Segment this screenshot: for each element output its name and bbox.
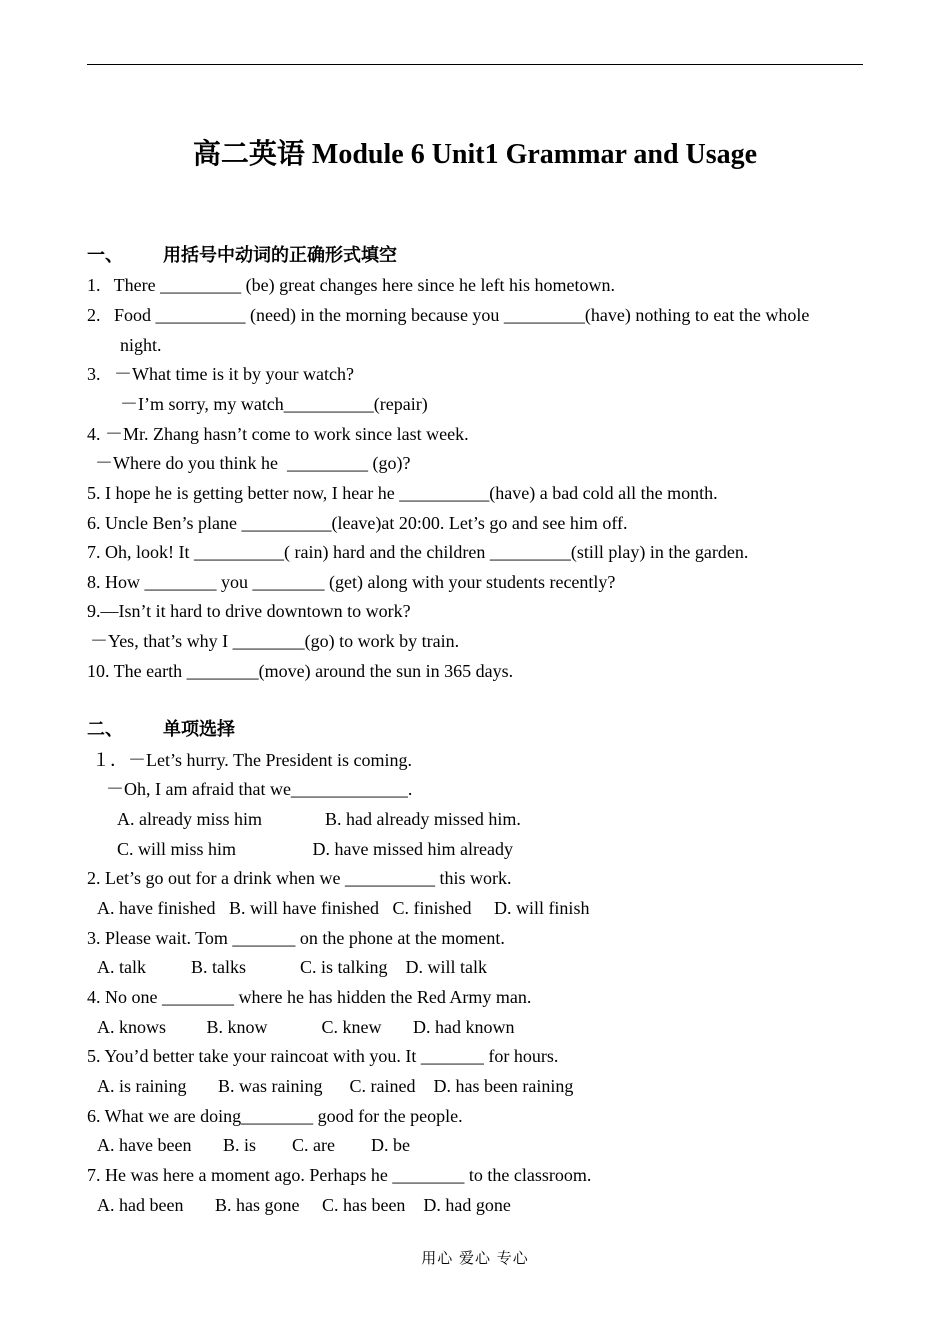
s1-line: －Yes, that’s why I ________(go) to work by train. bbox=[90, 631, 460, 651]
header-rule bbox=[87, 64, 863, 65]
s2-line: １．－Let’s hurry. The President is coming. bbox=[92, 750, 412, 770]
s1-line: 1. There _________ (be) great changes here since he left his hometown. bbox=[87, 275, 615, 295]
s1-line: 2. Food __________ (need) in the morning because you _________(have) nothing to eat the whole bbox=[87, 305, 810, 325]
s1-line: －I’m sorry, my watch__________(repair) bbox=[120, 394, 428, 414]
section-2-number: 二、 bbox=[87, 719, 123, 740]
section-1-heading bbox=[87, 245, 397, 267]
s1-line: 8. How ________ you ________ (get) along with your students recently? bbox=[87, 572, 616, 592]
s1-line: 3. －What time is it by your watch? bbox=[87, 364, 354, 384]
s2-line: 4. No one ________ where he has hidden the Red Army man. bbox=[87, 987, 532, 1007]
s2-line: A. knows B. know C. knew D. had known bbox=[97, 1017, 515, 1037]
s2-line: A. had been B. has gone C. has been D. had gone bbox=[97, 1195, 511, 1215]
s1-line: 7. Oh, look! It __________( rain) hard and the children _________(still play) in the garden. bbox=[87, 542, 749, 562]
s2-line: 2. Let’s go out for a drink when we __________ this work. bbox=[87, 868, 512, 888]
s2-line: A. already miss him B. had already missed him. bbox=[117, 809, 521, 829]
s1-line: 4. －Mr. Zhang hasn’t come to work since last week. bbox=[87, 424, 469, 444]
s2-line: －Oh, I am afraid that we_____________. bbox=[106, 779, 413, 799]
section-2-heading bbox=[87, 719, 235, 741]
s2-line: 7. He was here a moment ago. Perhaps he ________ to the classroom. bbox=[87, 1165, 592, 1185]
s2-line: A. is raining B. was raining C. rained D. has been raining bbox=[97, 1076, 574, 1096]
page-title: 高二英语 Module 6 Unit1 Grammar and Usage bbox=[192, 139, 758, 170]
page-footer: 用心 爱心 专心 bbox=[421, 1249, 529, 1267]
s2-line: A. have been B. is C. are D. be bbox=[97, 1135, 410, 1155]
s1-line: 6. Uncle Ben’s plane __________(leave)at 20:00. Let’s go and see him off. bbox=[87, 513, 628, 533]
section-1-title: 用括号中动词的正确形式填空 bbox=[163, 245, 397, 266]
s2-line: C. will miss him D. have missed him already bbox=[117, 839, 513, 859]
s2-line: A. talk B. talks C. is talking D. will talk bbox=[97, 957, 487, 977]
s1-line: 9.—Isn’t it hard to drive downtown to work? bbox=[87, 601, 411, 621]
s2-line: 3. Please wait. Tom _______ on the phone at the moment. bbox=[87, 928, 505, 948]
s1-line: －Where do you think he _________ (go)? bbox=[95, 453, 411, 473]
s1-line: night. bbox=[120, 335, 162, 355]
s1-line: 5. I hope he is getting better now, I hear he __________(have) a bad cold all the month. bbox=[87, 483, 718, 503]
s2-line: 6. What we are doing________ good for the people. bbox=[87, 1106, 463, 1126]
s1-line: 10. The earth ________(move) around the sun in 365 days. bbox=[87, 661, 514, 681]
section-2-title: 单项选择 bbox=[163, 719, 235, 740]
section-1-number: 一、 bbox=[87, 245, 123, 266]
s2-line: 5. You’d better take your raincoat with you. It _______ for hours. bbox=[87, 1046, 559, 1066]
s2-line: A. have finished B. will have finished C. finished D. will finish bbox=[97, 898, 590, 918]
